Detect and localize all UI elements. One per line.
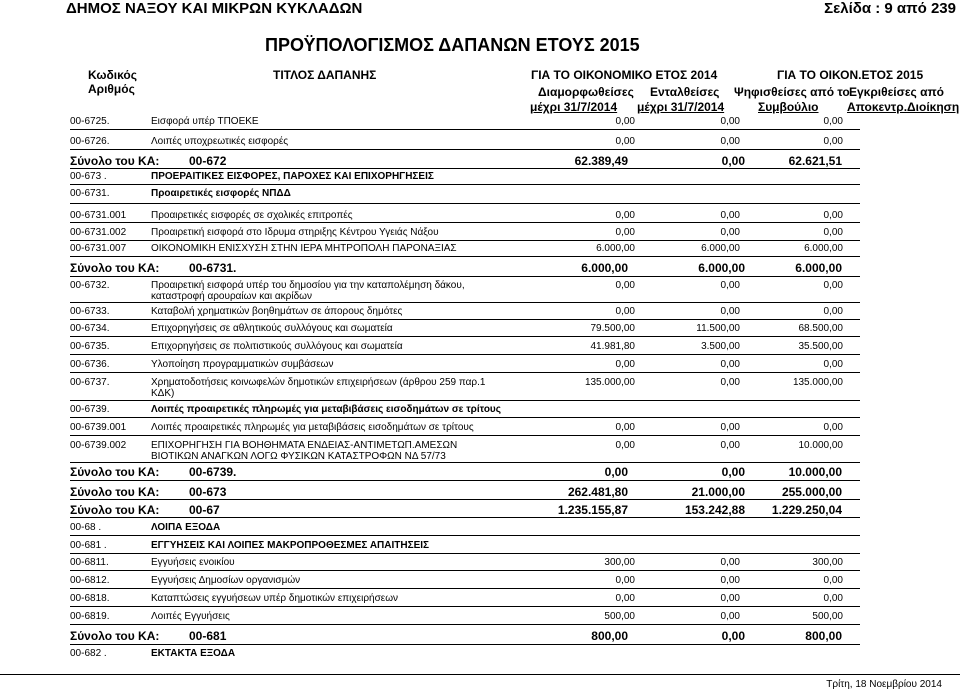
row-voted-value: 0,00 bbox=[823, 575, 843, 586]
row-divider bbox=[70, 203, 860, 204]
total-shaped-value: 262.481,80 bbox=[567, 485, 628, 499]
row-voted-value: 0,00 bbox=[823, 422, 843, 433]
row-shaped-value: 0,00 bbox=[615, 210, 635, 221]
total-code: 00-6739. bbox=[189, 465, 237, 479]
row-shaped-value: 0,00 bbox=[615, 116, 635, 127]
row-shaped-value: 0,00 bbox=[615, 575, 635, 586]
row-voted-value: 0,00 bbox=[823, 227, 843, 238]
total-code: 00-672 bbox=[189, 154, 227, 168]
total-label: Σύνολο του ΚΑ: bbox=[70, 261, 160, 275]
row-ordered-value: 0,00 bbox=[720, 440, 740, 451]
row-ordered-value: 0,00 bbox=[720, 422, 740, 433]
row-code: 00-6818. bbox=[70, 593, 110, 604]
row-description: ΕΚΤΑΚΤΑ ΕΞΟΔΑ bbox=[151, 648, 236, 659]
total-voted-value: 255.000,00 bbox=[781, 485, 842, 499]
row-divider bbox=[70, 624, 860, 625]
row-ordered-value: 0,00 bbox=[720, 116, 740, 127]
row-description: Εγγυήσεις ενοικίου bbox=[151, 557, 235, 568]
row-code: 00-6732. bbox=[70, 280, 110, 291]
total-shaped-value: 1.235.155,87 bbox=[557, 503, 628, 517]
row-divider bbox=[70, 302, 860, 303]
total-shaped-value: 0,00 bbox=[604, 465, 628, 479]
total-code: 00-673 bbox=[189, 485, 227, 499]
row-ordered-value: 11.500,00 bbox=[696, 323, 740, 334]
row-code: 00-6731.002 bbox=[70, 227, 127, 238]
row-shaped-value: 300,00 bbox=[604, 557, 635, 568]
row-shaped-value: 0,00 bbox=[615, 227, 635, 238]
row-shaped-value: 0,00 bbox=[615, 440, 635, 451]
row-code: 00-673 . bbox=[70, 171, 107, 182]
row-code: 00-6739.002 bbox=[70, 440, 127, 451]
row-voted-value: 68.500,00 bbox=[798, 323, 843, 334]
row-description: Καταβολή χρηματικών βοηθημάτων σε άπορους δημότες bbox=[151, 306, 403, 317]
page-number: Σελίδα : 9 από 239 bbox=[824, 0, 956, 17]
row-code: 00-6726. bbox=[70, 136, 110, 147]
row-divider bbox=[70, 184, 860, 185]
row-code: 00-6819. bbox=[70, 611, 110, 622]
row-description: Επιχορηγήσεις σε αθλητικούς συλλόγους και σωματεία bbox=[151, 323, 393, 334]
row-shaped-value: 41.981,80 bbox=[590, 341, 635, 352]
row-description: Προαιρετικές εισφορές ΝΠΔΔ bbox=[151, 188, 291, 199]
total-ordered-value: 6.000,00 bbox=[698, 261, 745, 275]
row-ordered-value: 0,00 bbox=[720, 227, 740, 238]
row-voted-value: 0,00 bbox=[823, 136, 843, 147]
row-divider bbox=[70, 517, 860, 518]
row-voted-value: 0,00 bbox=[823, 359, 843, 370]
row-voted-value: 500,00 bbox=[812, 611, 843, 622]
row-voted-value: 0,00 bbox=[823, 116, 843, 127]
row-divider bbox=[70, 400, 860, 401]
row-shaped-value: 79.500,00 bbox=[590, 323, 635, 334]
column-group-2015: ΓΙΑ ΤΟ ΟΙΚΟΝ.ΕΤΟΣ 2015 bbox=[777, 68, 924, 82]
column-approved-line1: Εγκριθείσες από bbox=[849, 85, 945, 99]
row-ordered-value: 0,00 bbox=[720, 593, 740, 604]
row-description: Λοιπές Εγγυήσεις bbox=[151, 611, 230, 622]
total-ordered-value: 0,00 bbox=[721, 629, 745, 643]
row-ordered-value: 0,00 bbox=[720, 611, 740, 622]
total-voted-value: 1.229.250,04 bbox=[771, 503, 842, 517]
column-approved-line2: Αποκεντρ.Διοίκηση bbox=[847, 100, 960, 114]
total-ordered-value: 0,00 bbox=[721, 465, 745, 479]
total-label: Σύνολο του ΚΑ: bbox=[70, 465, 160, 479]
total-label: Σύνολο του ΚΑ: bbox=[70, 154, 160, 168]
row-ordered-value: 0,00 bbox=[720, 575, 740, 586]
row-shaped-value: 0,00 bbox=[615, 280, 635, 291]
row-ordered-value: 0,00 bbox=[720, 136, 740, 147]
row-description: Προαιρετική εισφορά στο Ιδρυμα στηριξης Κέντρου Υγειάς Νάξου bbox=[151, 227, 439, 238]
total-ordered-value: 153.242,88 bbox=[684, 503, 745, 517]
total-label: Σύνολο του ΚΑ: bbox=[70, 503, 160, 517]
total-label: Σύνολο του ΚΑ: bbox=[70, 485, 160, 499]
row-shaped-value: 135.000,00 bbox=[584, 377, 635, 388]
column-shaped-line1: Διαμορφωθείσες bbox=[538, 85, 634, 99]
row-voted-value: 135.000,00 bbox=[792, 377, 843, 388]
total-ordered-value: 0,00 bbox=[721, 154, 745, 168]
total-shaped-value: 800,00 bbox=[591, 629, 628, 643]
total-shaped-value: 6.000,00 bbox=[581, 261, 628, 275]
row-description: Λοιπές προαιρετικές πληρωμές για μεταβιβάσεις εισοδημάτων σε τρίτους bbox=[151, 404, 501, 415]
row-code: 00-6725. bbox=[70, 116, 110, 127]
row-divider bbox=[70, 535, 860, 536]
total-voted-value: 10.000,00 bbox=[788, 465, 842, 479]
row-divider bbox=[70, 222, 860, 223]
row-ordered-value: 3.500,00 bbox=[701, 341, 740, 352]
column-shaped-line2: μέχρι 31/7/2014 bbox=[530, 100, 618, 114]
row-code: 00-68 . bbox=[70, 522, 102, 533]
column-code-line2: Αριθμός bbox=[88, 82, 135, 96]
row-description: Επιχορηγήσεις σε πολιτιστικούς συλλόγους και σωματεία bbox=[151, 341, 403, 352]
row-voted-value: 35.500,00 bbox=[798, 341, 843, 352]
row-voted-value: 0,00 bbox=[823, 210, 843, 221]
row-ordered-value: 0,00 bbox=[720, 306, 740, 317]
row-description: Υλοποίηση προγραμματικών συμβάσεων bbox=[151, 359, 334, 370]
row-code: 00-6812. bbox=[70, 575, 110, 586]
row-shaped-value: 500,00 bbox=[604, 611, 635, 622]
row-voted-value: 300,00 bbox=[812, 557, 843, 568]
row-divider bbox=[70, 129, 860, 130]
row-divider bbox=[70, 372, 860, 373]
column-code-line1: Κωδικός bbox=[88, 68, 138, 82]
document-title: ΠΡΟΫΠΟΛΟΓΙΣΜΟΣ ΔΑΠΑΝΩΝ ΕΤΟΥΣ 2015 bbox=[265, 35, 640, 55]
row-voted-value: 0,00 bbox=[823, 280, 843, 291]
column-voted-line2: Συμβούλιο bbox=[758, 100, 819, 114]
row-divider bbox=[70, 168, 860, 169]
column-voted-line1: Ψηφισθείσες από το bbox=[734, 85, 850, 99]
total-voted-value: 800,00 bbox=[805, 629, 842, 643]
row-description: ΕΠΙΧΟΡΗΓΗΣΗ ΓΙΑ ΒΟΗΘΗΜΑΤΑ ΕΝΔΕΙΑΣ-ΑΝΤΙΜΕΤΩΠ.ΑΜΕΣΩΝ ΒΙΟΤΙΚΩΝ ΑΝΑΓΚΩΝ ΛΟΓΩ ΦΥΣΙΚΩΝ ΚΑΤΑΣΤΡΟΦΩΝ ΝΔ 57/73 bbox=[151, 440, 458, 462]
row-divider bbox=[70, 240, 860, 241]
row-divider bbox=[70, 354, 860, 355]
row-description: Προαιρετική εισφορά υπέρ του δημοσίου για την καταπολέμηση δάκου, καταστροφή αρουραίων και ακρίδων bbox=[151, 280, 465, 302]
row-divider bbox=[70, 553, 860, 554]
row-divider bbox=[70, 319, 860, 320]
column-ordered-line2: μέχρι 31/7/2014 bbox=[637, 100, 725, 114]
row-code: 00-6734. bbox=[70, 323, 110, 334]
row-divider bbox=[70, 480, 860, 481]
row-voted-value: 0,00 bbox=[823, 306, 843, 317]
row-shaped-value: 0,00 bbox=[615, 593, 635, 604]
row-divider bbox=[70, 462, 860, 463]
row-code: 00-681 . bbox=[70, 540, 107, 551]
row-description: Προαιρετικές εισφορές σε σχολικές επιτροπές bbox=[151, 210, 353, 221]
row-code: 00-6731.001 bbox=[70, 210, 127, 221]
row-shaped-value: 0,00 bbox=[615, 422, 635, 433]
row-shaped-value: 0,00 bbox=[615, 306, 635, 317]
total-shaped-value: 62.389,49 bbox=[574, 154, 628, 168]
row-ordered-value: 6.000,00 bbox=[701, 243, 740, 254]
row-shaped-value: 0,00 bbox=[615, 136, 635, 147]
row-code: 00-6739.001 bbox=[70, 422, 127, 433]
total-voted-value: 62.621,51 bbox=[788, 154, 842, 168]
organization-name: ΔΗΜΟΣ ΝΑΞΟΥ ΚΑΙ ΜΙΚΡΩΝ ΚΥΚΛΑΔΩΝ bbox=[66, 0, 363, 17]
total-code: 00-6731. bbox=[189, 261, 237, 275]
total-code: 00-681 bbox=[189, 629, 227, 643]
row-shaped-value: 6.000,00 bbox=[596, 243, 635, 254]
row-code: 00-6731.007 bbox=[70, 243, 127, 254]
row-shaped-value: 0,00 bbox=[615, 359, 635, 370]
row-code: 00-6733. bbox=[70, 306, 110, 317]
row-description: Λοιπές υποχρεωτικές εισφορές bbox=[151, 136, 289, 147]
row-ordered-value: 0,00 bbox=[720, 377, 740, 388]
column-group-2014: ΓΙΑ ΤΟ ΟΙΚΟΝΟΜΙΚΟ ΕΤΟΣ 2014 bbox=[531, 68, 718, 82]
row-divider bbox=[70, 336, 860, 337]
row-divider bbox=[70, 588, 860, 589]
row-description: Εισφορά υπέρ ΤΠΟΕΚΕ bbox=[151, 116, 259, 127]
row-description: Καταπτώσεις εγγυήσεων υπέρ δημοτικών επιχειρήσεων bbox=[151, 593, 399, 604]
total-label: Σύνολο του ΚΑ: bbox=[70, 629, 160, 643]
row-divider bbox=[70, 570, 860, 571]
footer-divider bbox=[0, 674, 960, 675]
column-ordered-line1: Ενταλθείσες bbox=[650, 85, 720, 99]
total-ordered-value: 21.000,00 bbox=[691, 485, 745, 499]
row-ordered-value: 0,00 bbox=[720, 210, 740, 221]
row-code: 00-6736. bbox=[70, 359, 110, 370]
row-divider bbox=[70, 149, 860, 150]
row-code: 00-6731. bbox=[70, 188, 110, 199]
row-divider bbox=[70, 606, 860, 607]
row-divider bbox=[70, 644, 860, 645]
row-ordered-value: 0,00 bbox=[720, 557, 740, 568]
row-divider bbox=[70, 256, 860, 257]
row-divider bbox=[70, 499, 860, 500]
row-code: 00-6737. bbox=[70, 377, 110, 388]
row-ordered-value: 0,00 bbox=[720, 280, 740, 291]
row-description: ΠΡΟΕΡΑΙΤΙΚΕΣ ΕΙΣΦΟΡΕΣ, ΠΑΡΟΧΕΣ ΚΑΙ ΕΠΙΧΟΡΗΓΗΣΕΙΣ bbox=[151, 171, 434, 182]
row-code: 00-6739. bbox=[70, 404, 110, 415]
row-ordered-value: 0,00 bbox=[720, 359, 740, 370]
row-voted-value: 0,00 bbox=[823, 593, 843, 604]
row-code: 00-6735. bbox=[70, 341, 110, 352]
row-voted-value: 10.000,00 bbox=[798, 440, 843, 451]
row-divider bbox=[70, 276, 860, 277]
row-code: 00-6811. bbox=[70, 557, 109, 568]
row-divider bbox=[70, 435, 860, 436]
total-voted-value: 6.000,00 bbox=[795, 261, 842, 275]
row-voted-value: 6.000,00 bbox=[804, 243, 843, 254]
total-code: 00-67 bbox=[189, 503, 220, 517]
row-code: 00-682 . bbox=[70, 648, 107, 659]
row-divider bbox=[70, 417, 860, 418]
row-description: ΛΟΙΠΑ ΕΞΟΔΑ bbox=[151, 522, 221, 533]
print-date: Τρίτη, 18 Νοεμβρίου 2014 bbox=[826, 679, 942, 690]
row-description: Εγγυήσεις Δημοσίων οργανισμών bbox=[151, 575, 301, 586]
row-description: ΕΓΓΥΗΣΕΙΣ ΚΑΙ ΛΟΙΠΕΣ ΜΑΚΡΟΠΡΟΘΕΣΜΕΣ ΑΠΑΙΤΗΣΕΙΣ bbox=[151, 540, 430, 551]
row-description: ΟΙΚΟΝΟΜΙΚΗ ΕΝΙΣΧΥΣΗ ΣΤΗΝ ΙΕΡΑ ΜΗΤΡΟΠΟΛΗ ΠΑΡΟΝΑΞΙΑΣ bbox=[151, 243, 457, 254]
column-title: ΤΙΤΛΟΣ ΔΑΠΑΝΗΣ bbox=[273, 68, 377, 82]
row-description: Χρηματοδοτήσεις κοινωφελών δημοτικών επιχειρήσεων (άρθρου 259 παρ.1 ΚΔΚ) bbox=[151, 377, 486, 399]
row-description: Λοιπές προαιρετικές πληρωμές για μεταβιβάσεις εισοδημάτων σε τρίτους bbox=[151, 422, 474, 433]
